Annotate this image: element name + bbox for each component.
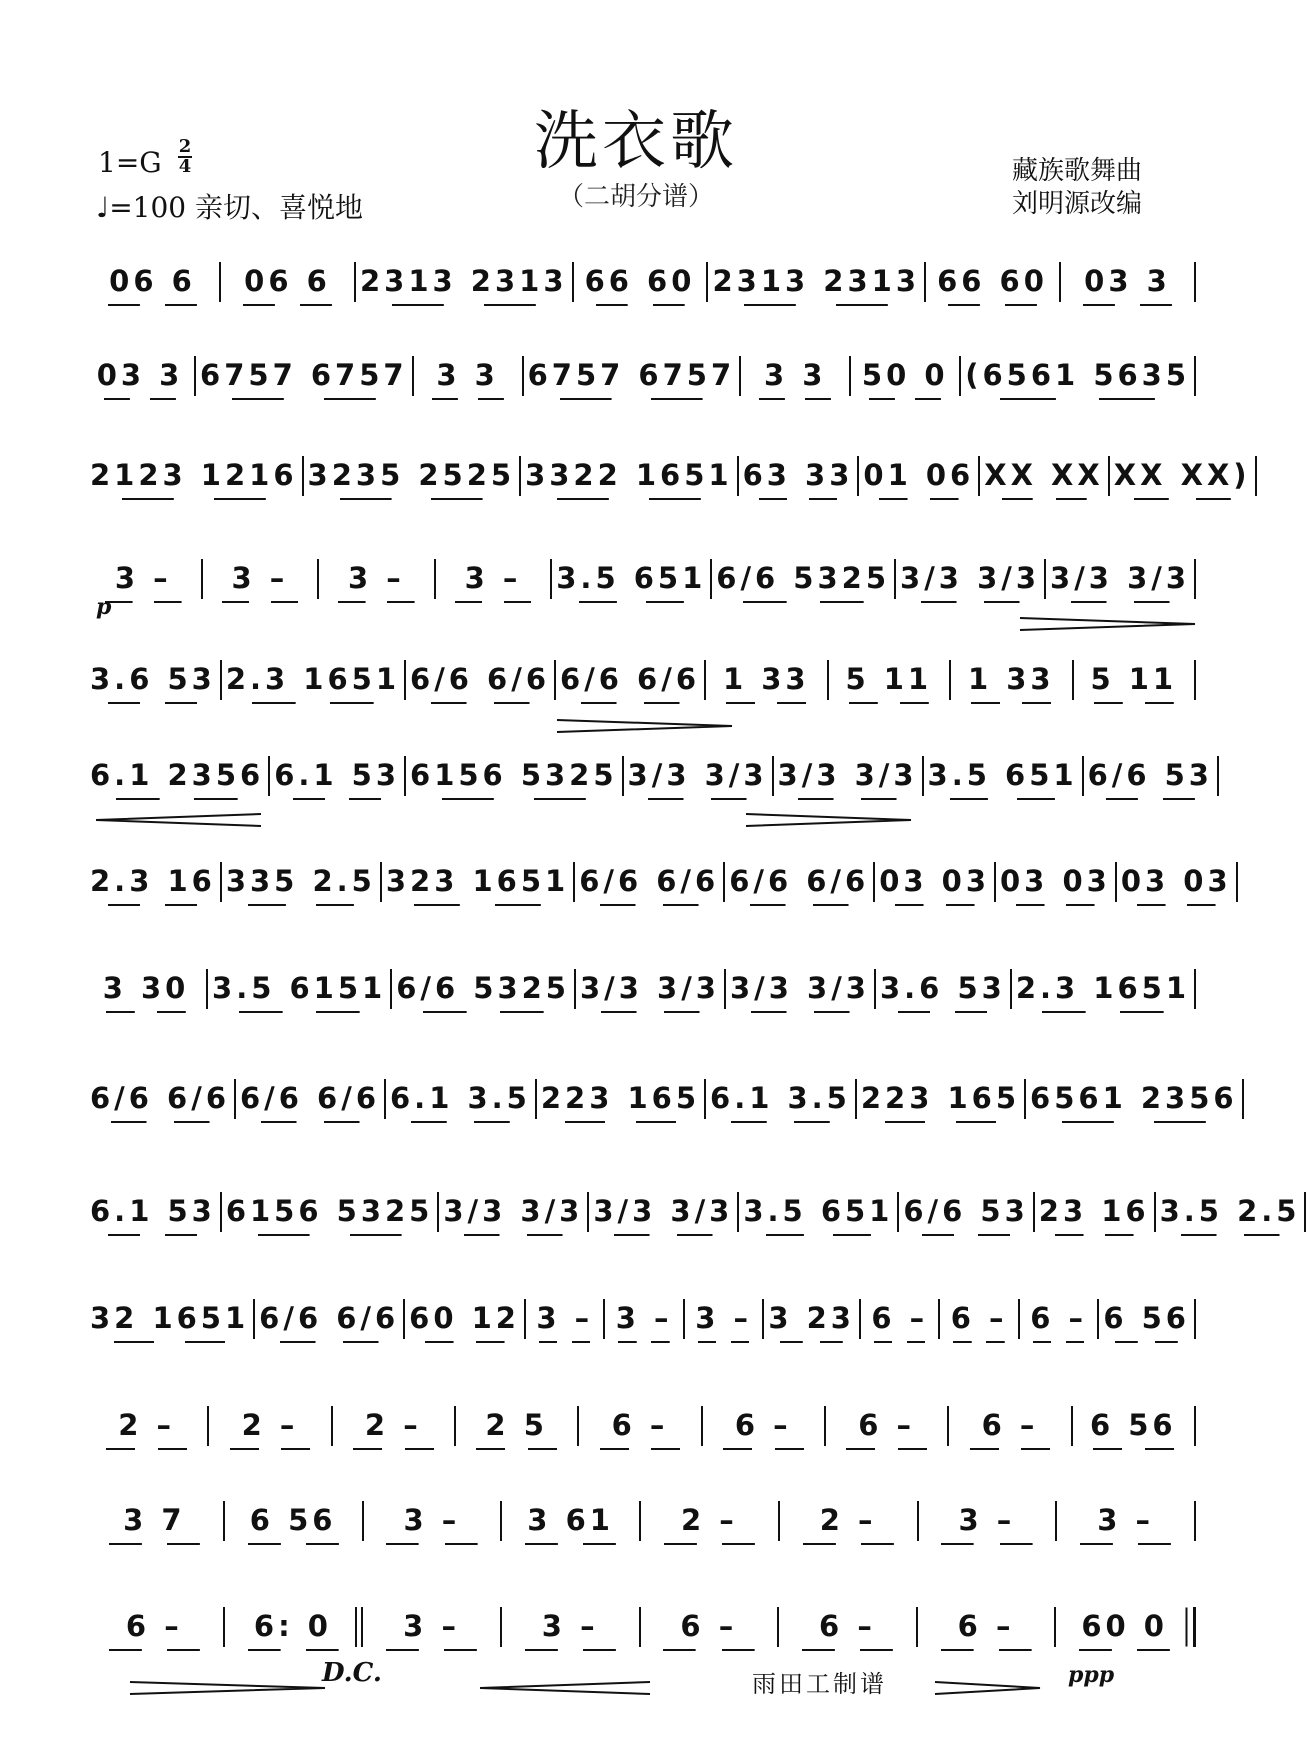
dc-marking: D.C. bbox=[322, 1658, 382, 1688]
measure: 3/3 3/3 bbox=[1046, 555, 1194, 609]
arranger: 刘明源改编 bbox=[1012, 189, 1143, 219]
measure: 3 30 bbox=[86, 965, 206, 1019]
measure: 6 56 bbox=[1073, 1402, 1194, 1456]
measure: 6.1 53 bbox=[270, 752, 404, 806]
measure: 6.1 3.5 bbox=[706, 1075, 855, 1129]
measure: 3 61 bbox=[502, 1497, 639, 1551]
subtitle: （二胡分谱） bbox=[557, 182, 714, 212]
measure: 3 – bbox=[1057, 1497, 1194, 1551]
barline bbox=[1236, 862, 1238, 902]
barline bbox=[1194, 1406, 1196, 1446]
measure: 3 – bbox=[436, 555, 551, 609]
measure: 5 11 bbox=[1074, 656, 1195, 710]
measure: 06 6 bbox=[221, 258, 354, 312]
score-line bbox=[86, 1402, 1196, 1456]
measure: 63 33 bbox=[739, 452, 858, 506]
time-signature bbox=[178, 138, 192, 176]
key-signature: 1=G bbox=[98, 146, 162, 179]
measure: 3.6 53 bbox=[876, 965, 1010, 1019]
measure: 6/6 6/6 bbox=[236, 1075, 384, 1129]
barline bbox=[1194, 660, 1196, 700]
measure: 3 7 bbox=[86, 1497, 223, 1551]
measure: 5 11 bbox=[829, 656, 950, 710]
measure: 3.5 651 bbox=[739, 1188, 897, 1242]
barline bbox=[1217, 756, 1219, 796]
measure: 6 – bbox=[918, 1603, 1055, 1657]
barline bbox=[1194, 262, 1196, 302]
measure: 6/6 6/6 bbox=[406, 656, 554, 710]
measure: 2 – bbox=[641, 1497, 778, 1551]
score-line bbox=[86, 1497, 1196, 1551]
measure: 6 – bbox=[949, 1402, 1070, 1456]
song-origin: 藏族歌舞曲 bbox=[1012, 156, 1143, 186]
barline bbox=[1194, 559, 1196, 599]
measure: 3 3 bbox=[741, 352, 849, 406]
score-maker: 雨田工制谱 bbox=[752, 1670, 887, 1698]
measure: 6.1 3.5 bbox=[386, 1075, 535, 1129]
score-line bbox=[86, 858, 1232, 912]
measure: 2.3 1651 bbox=[222, 656, 404, 710]
measure: 3/3 3/3 bbox=[589, 1188, 737, 1242]
measure: 3322 1651 bbox=[521, 452, 737, 506]
measure: 6 – bbox=[826, 1402, 947, 1456]
decrescendo-hairpin bbox=[557, 718, 735, 734]
decrescendo-hairpin bbox=[130, 1680, 330, 1696]
measure: 3/3 3/3 bbox=[576, 965, 724, 1019]
measure: 3 – bbox=[919, 1497, 1056, 1551]
measure: 03 03 bbox=[875, 858, 994, 912]
measure: 335 2.5 bbox=[222, 858, 380, 912]
measure: 03 3 bbox=[86, 352, 194, 406]
measure: 6/6 53 bbox=[899, 1188, 1032, 1242]
measure: 3 – bbox=[364, 1497, 501, 1551]
measure: 3 23 bbox=[764, 1295, 859, 1349]
measure: 2 – bbox=[209, 1402, 330, 1456]
barline bbox=[1194, 969, 1196, 1009]
measure: 3/3 3/3 bbox=[439, 1188, 587, 1242]
score-line bbox=[86, 1075, 1238, 1129]
measure: 3 – bbox=[86, 555, 201, 609]
measure: 2123 1216 bbox=[86, 452, 302, 506]
time-signature-top: 2 bbox=[178, 136, 192, 157]
score-line bbox=[86, 1603, 1196, 1657]
measure: 3 – bbox=[526, 1295, 603, 1349]
barline bbox=[1194, 1299, 1196, 1339]
measure: 3.5 651 bbox=[552, 555, 710, 609]
measure: 6/6 6/6 bbox=[86, 1075, 234, 1129]
crescendo-hairpin bbox=[96, 812, 266, 828]
measure: 3 – bbox=[319, 555, 434, 609]
barline bbox=[1255, 456, 1257, 496]
measure: 03 03 bbox=[1117, 858, 1236, 912]
crescendo-hairpin bbox=[480, 1680, 655, 1696]
measure: 3 – bbox=[605, 1295, 682, 1349]
measure: 6: 0 bbox=[225, 1603, 362, 1657]
measure: 23 16 bbox=[1035, 1188, 1154, 1242]
measure: 2 – bbox=[86, 1402, 207, 1456]
measure: 6 56 bbox=[1099, 1295, 1194, 1349]
measure: 3 – bbox=[363, 1603, 500, 1657]
measure: 01 06 bbox=[859, 452, 978, 506]
measure: XX XX bbox=[980, 452, 1108, 506]
measure: 2 – bbox=[333, 1402, 454, 1456]
measure: 6156 5325 bbox=[406, 752, 622, 806]
measure: 3.5 651 bbox=[924, 752, 1082, 806]
measure: 6/6 53 bbox=[1084, 752, 1217, 806]
measure: 6 – bbox=[940, 1295, 1017, 1349]
measure: 06 6 bbox=[86, 258, 219, 312]
measure: 2 – bbox=[780, 1497, 917, 1551]
measure: 66 60 bbox=[926, 258, 1059, 312]
measure: 6/6 6/6 bbox=[725, 858, 873, 912]
measure: 3235 2525 bbox=[304, 452, 520, 506]
measure: 323 1651 bbox=[382, 858, 573, 912]
measure: 6/6 6/6 bbox=[575, 858, 723, 912]
decrescendo-hairpin bbox=[935, 1680, 1045, 1696]
score-line bbox=[86, 258, 1196, 312]
decrescendo-hairpin bbox=[1020, 616, 1198, 632]
measure: 3 – bbox=[203, 555, 318, 609]
measure: 6 – bbox=[779, 1603, 916, 1657]
barline bbox=[1194, 356, 1196, 396]
measure: 03 03 bbox=[996, 858, 1115, 912]
measure: 60 0 bbox=[1056, 1603, 1193, 1657]
measure: 6/6 6/6 bbox=[255, 1295, 403, 1349]
measure: 2313 2313 bbox=[356, 258, 572, 312]
measure: 6 – bbox=[86, 1603, 223, 1657]
measure: 3/3 3/3 bbox=[726, 965, 874, 1019]
measure: 6/6 5325 bbox=[712, 555, 894, 609]
measure: 6 – bbox=[641, 1603, 778, 1657]
measure: 1 33 bbox=[706, 656, 827, 710]
score-line bbox=[86, 1295, 1196, 1349]
measure: 6 – bbox=[703, 1402, 824, 1456]
measure: (6561 5635 bbox=[961, 352, 1194, 406]
barline bbox=[1242, 1079, 1244, 1119]
tempo-marking: ♩=100 亲切、喜悦地 bbox=[96, 191, 364, 224]
measure: 3.6 53 bbox=[86, 656, 220, 710]
measure: 223 165 bbox=[537, 1075, 704, 1129]
measure: 2313 2313 bbox=[708, 258, 924, 312]
measure: 6757 6757 bbox=[524, 352, 740, 406]
score-line bbox=[86, 452, 1251, 506]
measure: 3/3 3/3 bbox=[774, 752, 922, 806]
barline bbox=[1194, 1501, 1196, 1541]
decrescendo-hairpin bbox=[746, 812, 916, 828]
measure: 6 – bbox=[861, 1295, 938, 1349]
measure: 03 3 bbox=[1061, 258, 1194, 312]
dynamic-p: p bbox=[96, 594, 112, 620]
dynamic-ppp: ppp bbox=[1068, 1662, 1115, 1688]
measure: 60 12 bbox=[405, 1295, 524, 1349]
measure: 1 33 bbox=[951, 656, 1072, 710]
time-signature-bottom: 4 bbox=[178, 156, 192, 177]
score-line bbox=[86, 752, 1213, 806]
measure: 6561 2356 bbox=[1026, 1075, 1242, 1129]
measure: XX XX) bbox=[1110, 452, 1255, 506]
measure: 3/3 3/3 bbox=[624, 752, 772, 806]
measure: 6 – bbox=[579, 1402, 700, 1456]
measure: 6 56 bbox=[225, 1497, 362, 1551]
measure: 3.5 2.5 bbox=[1156, 1188, 1305, 1242]
score-line bbox=[86, 656, 1196, 710]
measure: 3.5 6151 bbox=[208, 965, 390, 1019]
measure: 6.1 2356 bbox=[86, 752, 268, 806]
measure: 2.3 16 bbox=[86, 858, 220, 912]
measure: 3 – bbox=[502, 1603, 639, 1657]
barline bbox=[1193, 1607, 1196, 1647]
measure: 50 0 bbox=[851, 352, 959, 406]
measure: 3 – bbox=[685, 1295, 762, 1349]
measure: 2.3 1651 bbox=[1012, 965, 1194, 1019]
measure: 32 1651 bbox=[86, 1295, 253, 1349]
measure: 6156 5325 bbox=[222, 1188, 438, 1242]
score-line bbox=[86, 555, 1196, 609]
score-line bbox=[86, 1188, 1301, 1242]
measure: 66 60 bbox=[574, 258, 707, 312]
measure: 6 – bbox=[1020, 1295, 1097, 1349]
measure: 3 3 bbox=[414, 352, 522, 406]
page-title: 洗衣歌 bbox=[534, 105, 738, 179]
measure: 6/6 6/6 bbox=[556, 656, 704, 710]
measure: 223 165 bbox=[857, 1075, 1024, 1129]
score-line bbox=[86, 352, 1196, 406]
measure: 2 5 bbox=[456, 1402, 577, 1456]
measure: 6757 6757 bbox=[196, 352, 412, 406]
measure: 3/3 3/3 bbox=[896, 555, 1044, 609]
score-line bbox=[86, 965, 1196, 1019]
measure: 6/6 5325 bbox=[392, 965, 574, 1019]
measure: 6.1 53 bbox=[86, 1188, 220, 1242]
